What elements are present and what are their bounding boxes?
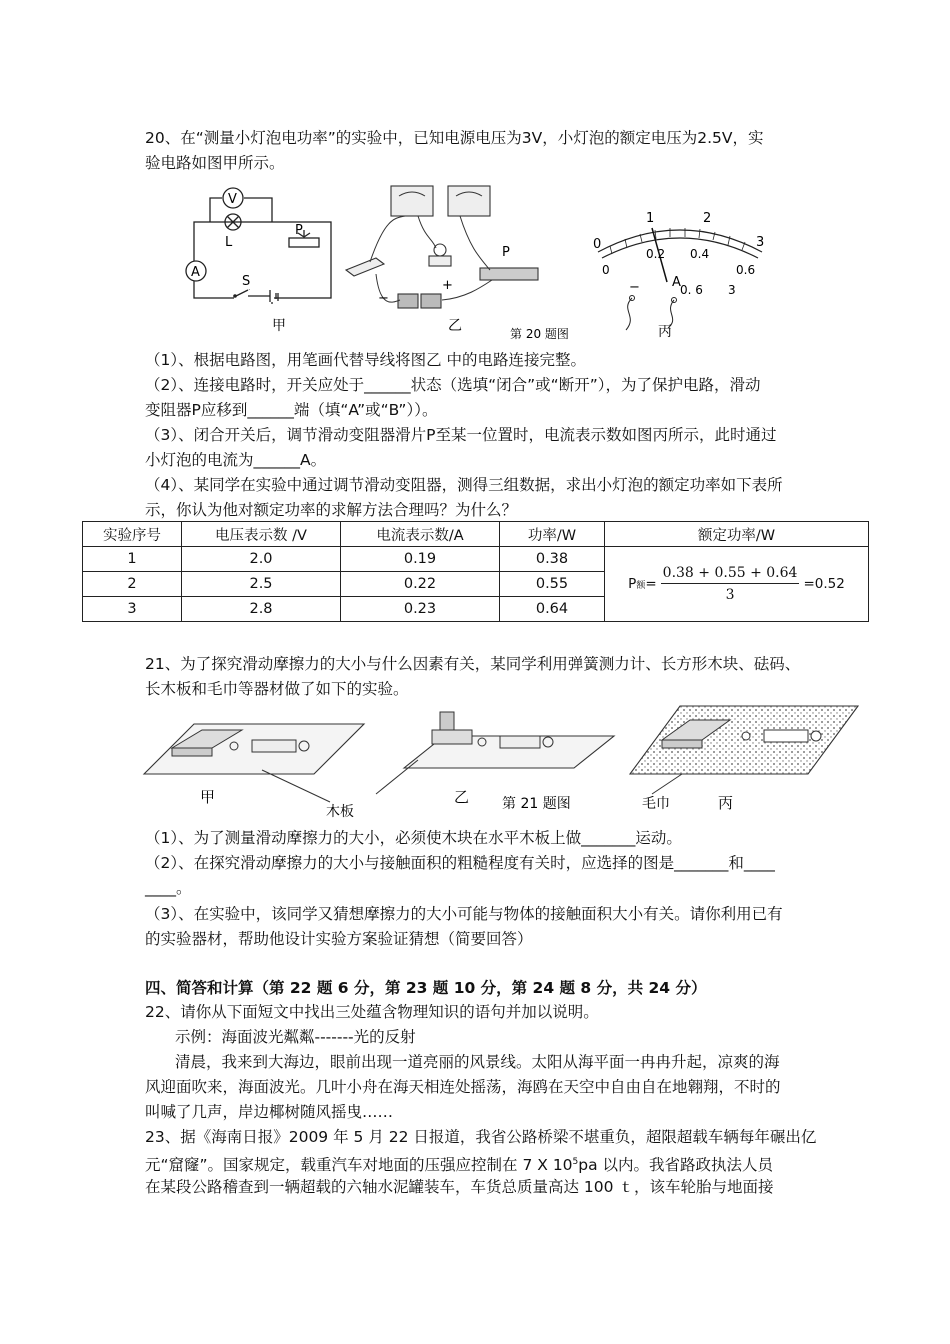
table-header-row <box>83 522 869 547</box>
fig20-dial-a: A <box>672 275 681 290</box>
q23-exponent: 5 <box>572 1157 579 1167</box>
q23-line2-part2: pa 以内。我省路政执法人员 <box>578 1156 774 1175</box>
fig20-label-jia: 甲 <box>272 318 286 334</box>
fig21-caption: 第 21 题图 <box>502 796 571 812</box>
q20-sub4b: 示，你认为他对额定功率的求解方法合理吗？为什么？ <box>145 501 518 519</box>
table-header: 电压表示数 /V <box>182 522 341 547</box>
q20-line2: 验电路如图甲所示。 <box>145 154 285 172</box>
formula-sub: 额 <box>636 581 646 591</box>
q21-line2: 长木板和毛巾等器材做了如下的实验。 <box>145 680 409 698</box>
table-cell: 0.23 <box>341 597 500 622</box>
fig20-scale-top-0: 0 <box>593 237 602 252</box>
formula-denominator: 3 <box>725 587 735 603</box>
q23-line3: 在某段公路稽查到一辆超载的六轴水泥罐装车，车货总质量高达 100 ｔ，该车轮胎与地面接 <box>145 1178 774 1196</box>
q21-sub2b: ____。 <box>145 879 192 897</box>
table-cell: 0.19 <box>341 547 500 572</box>
table-cell: 0.22 <box>341 572 500 597</box>
fig21-label-towel: 毛巾 <box>642 796 670 812</box>
fig20-scale-bot-3: 0.6 <box>736 263 756 277</box>
table-header: 电流表示数/A <box>341 522 500 547</box>
q22-line1: 22、请你从下面短文中找出三处蕴含物理知识的语句并加以说明。 <box>145 1003 599 1021</box>
fig21-label-board: 木板 <box>326 804 354 820</box>
table-cell: 0.55 <box>500 572 605 597</box>
fig20-minus: − <box>378 291 389 306</box>
table-cell: 3 <box>83 597 182 622</box>
fig20-scale-bot-2: 0.4 <box>690 247 710 261</box>
q20-line1: 20、在“测量小灯泡电功率”的实验中，已知电源电压为3V，小灯泡的额定电压为2.5V，实 <box>145 129 764 147</box>
q21-sub3a: （3）、在实验中，该同学又猜想摩擦力的大小可能与物体的接触面积大小有关。请你利用已有 <box>145 905 783 923</box>
table-cell: 0.64 <box>500 597 605 622</box>
fig20-plus: + <box>442 278 453 293</box>
table-cell: 2.0 <box>182 547 341 572</box>
fig20-scale-top-3: 3 <box>756 235 765 250</box>
q23-line2 <box>145 1150 810 1178</box>
q20-sub1: （1）、根据电路图，用笔画代替导线将图乙 中的电路连接完整。 <box>145 351 587 369</box>
table-cell: 2.8 <box>182 597 341 622</box>
formula-result: =0.52 <box>803 576 845 592</box>
q21-sub1: （1）、为了测量滑动摩擦力的大小，必须使木块在水平木板上做_______运动。 <box>145 829 682 847</box>
fig20-lamp-l: L <box>225 235 233 250</box>
table-cell: 1 <box>83 547 182 572</box>
q22-para1: 清晨，我来到大海边，眼前出现一道亮丽的风景线。太阳从海平面一冉冉升起，凉爽的海 <box>175 1053 780 1071</box>
table-cell: 0.38 <box>500 547 605 572</box>
q22-para2: 风迎面吹来，海面波光。几叶小舟在海天相连处摇荡，海鸥在天空中自由自在地翱翔，不时的 <box>145 1078 781 1096</box>
fig21-label-jia: 甲 <box>200 788 216 806</box>
q23-line1: 23、据《海南日报》2009 年 5 月 22 日报道，我省公路桥梁不堪重负，超限超载车辆每年碾出亿 <box>145 1128 817 1146</box>
fig21-label-bing: 丙 <box>718 794 734 812</box>
fig20-scale-bot-1: 0.2 <box>646 247 666 261</box>
q22-example: 示例：海面波光粼粼-------光的反射 <box>175 1028 416 1046</box>
q21-line1: 21、为了探究滑动摩擦力的大小与什么因素有关，某同学利用弹簧测力计、长方形木块、砝码、 <box>145 655 801 673</box>
fig20-slider-p: P <box>295 223 303 238</box>
formula-numerator: 0.38 + 0.55 + 0.64 <box>661 565 800 584</box>
q20-sub4a: （4）、某同学在实验中通过调节滑动变阻器，测得三组数据，求出小灯泡的额定功率如下表所 <box>145 476 783 494</box>
fig20-meter-v: V <box>228 192 237 207</box>
q21-sub2a: （2）、在探究滑动摩擦力的大小与接触面积的粗糙程度有关时，应选择的图是_______和____ <box>145 854 775 872</box>
fig20-label-bing: 丙 <box>658 324 672 340</box>
formula-fraction <box>661 565 800 603</box>
fig21-label-yi: 乙 <box>454 788 470 806</box>
table-header: 实验序号 <box>83 522 182 547</box>
fig20-dial-3: 3 <box>728 283 736 297</box>
fig20-scale-top-1: 1 <box>646 211 655 226</box>
fig20-dial-minus: − <box>629 280 640 295</box>
fig20-p-label: P <box>502 245 510 260</box>
figure-21 <box>142 702 862 822</box>
formula-eq: = <box>645 576 657 592</box>
table-header: 额定功率/W <box>605 522 869 547</box>
table-row <box>83 547 869 572</box>
q23-line2-part1: 元“窟窿”。国家规定，载重汽车对地面的压强应控制在 7 X 10 <box>145 1156 573 1175</box>
fig20-scale-bot-0: 0 <box>602 263 610 277</box>
fig20-caption: 第 20 题图 <box>510 327 569 341</box>
q20-sub3a: （3）、闭合开关后，调节滑动变阻器滑片P至某一位置时，电流表示数如图丙所示，此时通过 <box>145 426 777 444</box>
table-cell: 2.5 <box>182 572 341 597</box>
q22-para3: 叫喊了几声，岸边椰树随风摇曳…… <box>145 1103 394 1121</box>
formula-prefix: P <box>628 576 637 592</box>
q21-sub3b: 的实验器材，帮助他设计实验方案验证猜想（简要回答） <box>145 930 533 948</box>
rated-power-formula-cell <box>605 547 869 622</box>
table-cell: 2 <box>83 572 182 597</box>
fig20-switch-s: S <box>242 274 251 289</box>
fig20-ammeter-a: A <box>191 265 200 280</box>
rated-power-formula <box>628 565 845 603</box>
section4-heading: 四、简答和计算（第 22 题 6 分，第 23 题 10 分，第 24 题 8 分，共 24 分） <box>145 979 707 997</box>
fig20-label-yi: 乙 <box>448 318 462 334</box>
table-header: 功率/W <box>500 522 605 547</box>
q20-sub2a: （2）、连接电路时，开关应处于______状态（选填“闭合”或“断开”），为了保护电路，滑动 <box>145 376 761 394</box>
figure-20 <box>180 178 800 346</box>
fig20-dial-06: 0. 6 <box>680 283 703 297</box>
fig20-scale-top-2: 2 <box>703 211 712 226</box>
q20-sub2b: 变阻器P应移到______端（填“A”或“B”））。 <box>145 401 438 419</box>
q20-sub3b: 小灯泡的电流为______A。 <box>145 451 327 469</box>
q20-data-table <box>82 521 869 622</box>
